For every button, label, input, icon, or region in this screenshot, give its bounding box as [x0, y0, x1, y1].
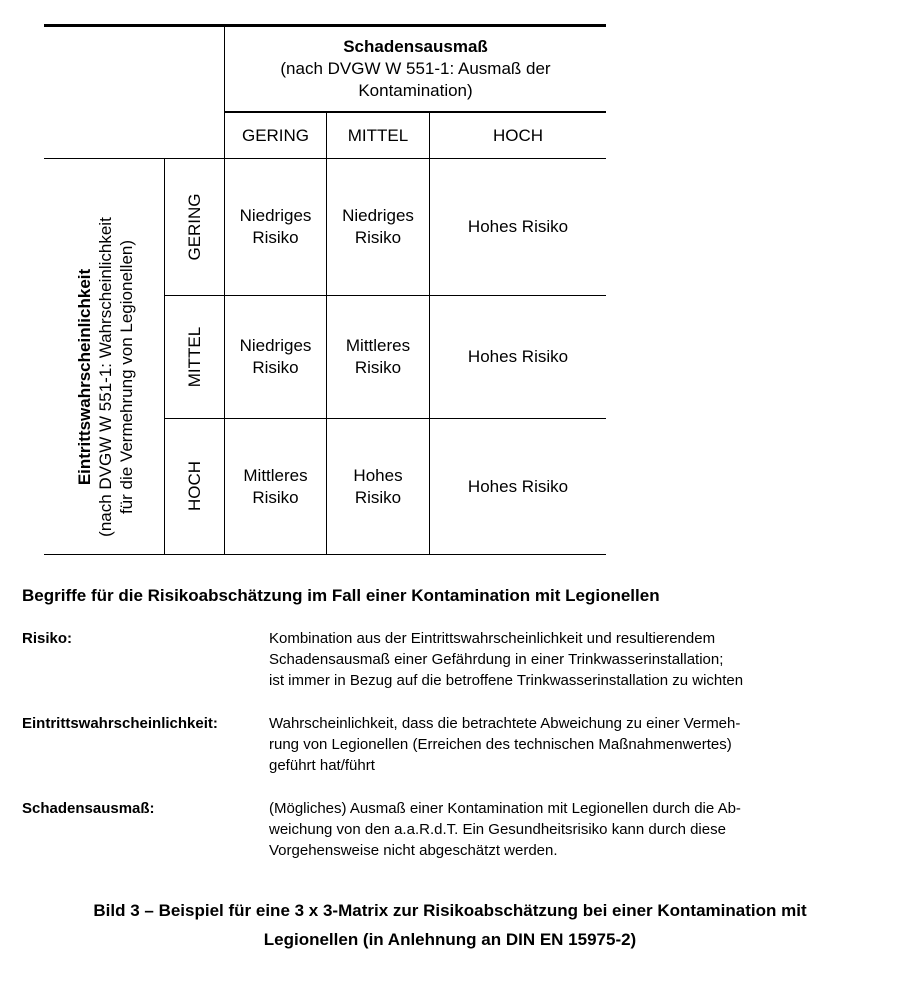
cell-line: Risiko [252, 487, 299, 507]
definition-line: rung von Legionellen (Erreichen des technischen Maßnahmenwertes) [269, 736, 732, 753]
likelihood-header-subtitle-1: (nach DVGW W 551-1: Wahrscheinlichkeit [95, 217, 115, 537]
cell-line: Risiko [354, 228, 402, 247]
row-label-gering: GERING [184, 193, 204, 261]
cell-line: Mittleres [345, 336, 411, 355]
matrix-cell [327, 159, 429, 295]
matrix-cell [327, 296, 429, 418]
impact-header [225, 36, 606, 102]
definition-text [269, 798, 869, 861]
definition-term: Eintrittswahrscheinlichkeit: [22, 715, 218, 732]
definition-line: Wahrscheinlichkeit, dass die betrachtete Abweichung zu einer Vermeh- [269, 715, 741, 732]
cell-line: Hohes Risiko [467, 217, 569, 236]
matrix-cell [225, 296, 326, 418]
cell-line: Risiko [354, 358, 402, 377]
definition-term: Risiko: [22, 630, 73, 647]
cell-line: Risiko [252, 228, 299, 247]
cell-line: Hohes Risiko [467, 476, 569, 496]
row-label-divider [164, 158, 165, 555]
column-header-mittel: MITTEL [347, 125, 409, 145]
column-header-hoch: HOCH [492, 125, 544, 145]
definition-line: Kombination aus der Eintrittswahrscheinlichkeit und resultierendem [269, 630, 716, 647]
matrix-cell [430, 296, 606, 418]
matrix-cell [430, 419, 606, 554]
definition-line: Schadensausmaß einer Gefährdung in einer Trinkwasserinstallation; [269, 651, 724, 668]
column-header-gering: GERING [241, 125, 310, 145]
likelihood-header-subtitle-2: für die Vermehrung von Legionellen) [116, 239, 136, 515]
definition-text [269, 713, 869, 776]
definition-line: ist immer in Bezug auf die betroffene Trinkwasserinstallation zu wichten [269, 672, 744, 689]
matrix-cell [225, 419, 326, 554]
cell-line: Hohes [353, 465, 403, 485]
cell-line: Niedriges [342, 206, 414, 225]
cell-line: Hohes Risiko [467, 347, 569, 366]
cell-line: Mittleres [243, 465, 308, 485]
matrix-cell [327, 419, 429, 554]
cell-line: Risiko [252, 358, 299, 377]
definition-line: (Mögliches) Ausmaß einer Kontamination mit Legionellen durch die Ab- [269, 800, 741, 817]
caption-line-2: Legionellen (in Anlehnung an DIN EN 15975-2) [263, 930, 637, 949]
impact-header-subtitle-2: Kontamination) [358, 81, 473, 100]
definition-term: Schadensausmaß: [22, 800, 155, 817]
impact-header-subtitle-1: (nach DVGW W 551-1: Ausmaß der [280, 59, 551, 78]
cell-line: Risiko [354, 487, 402, 507]
matrix-cell [225, 159, 326, 295]
matrix-cell [430, 159, 606, 295]
row-label-hoch: HOCH [184, 460, 204, 512]
definitions-heading: Begriffe für die Risikoabschätzung im Fall einer Kontamination mit Legionellen [22, 586, 660, 605]
impact-header-title: Schadensausmaß [343, 37, 488, 56]
likelihood-header-title: Eintrittswahrscheinlichkeit [74, 268, 94, 486]
likelihood-header [63, 177, 147, 577]
table-top-border [44, 24, 606, 27]
row-label-mittel: MITTEL [184, 326, 204, 388]
caption-line-1: Bild 3 – Beispiel für eine 3 x 3-Matrix zur Risikoabschätzung bei einer Kontamination mit [93, 901, 807, 920]
definition-line: geführt hat/führt [269, 757, 375, 774]
definition-line: weichung von den a.a.R.d.T. Ein Gesundheitsrisiko kann durch diese [269, 821, 726, 838]
cell-line: Niedriges [239, 336, 312, 355]
definition-line: Vorgehensweise nicht abgeschätzt werden. [269, 842, 558, 859]
definition-text [269, 628, 869, 691]
cell-line: Niedriges [239, 206, 312, 225]
figure-caption [0, 896, 900, 954]
